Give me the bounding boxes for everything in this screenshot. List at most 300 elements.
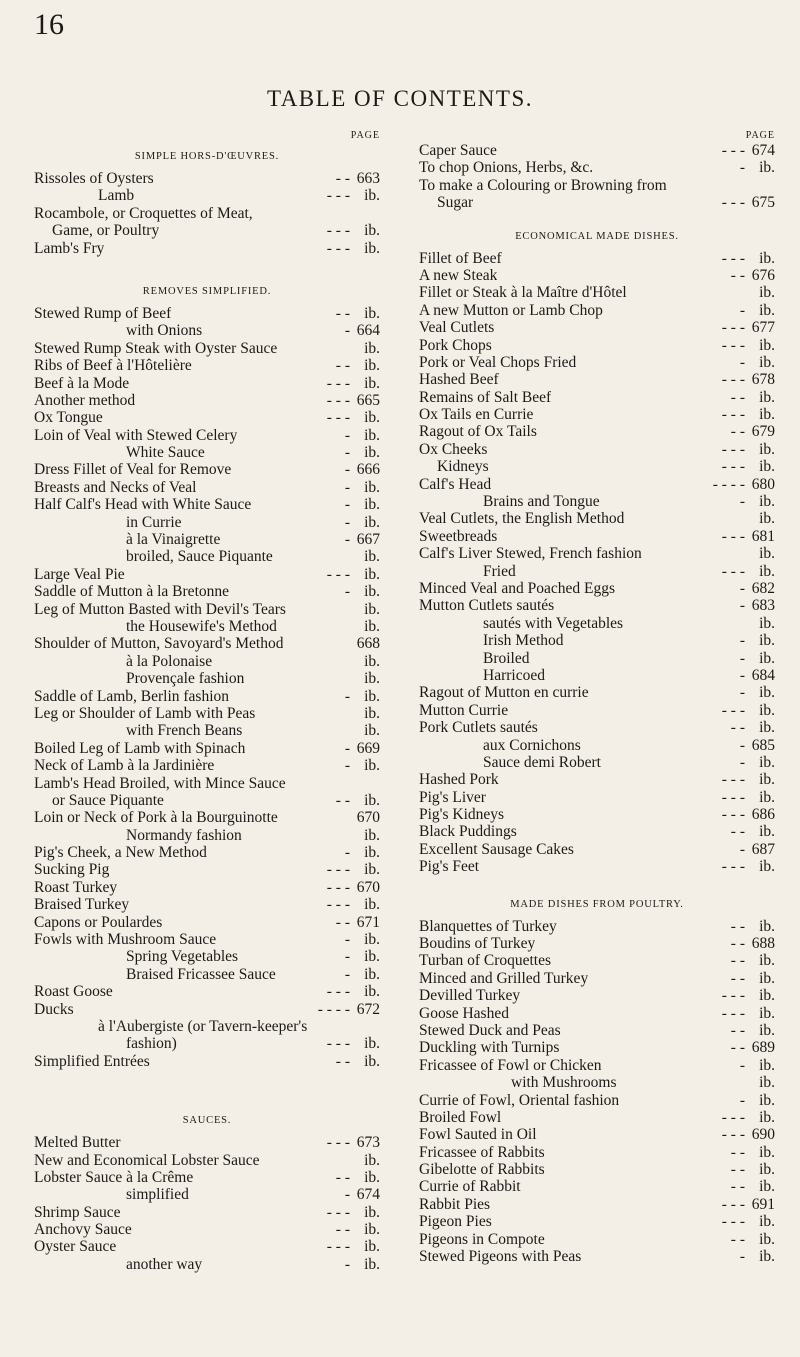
entry-title: Minced and Grilled Turkey [419, 969, 589, 987]
entry-title: the Housewife's Method [126, 617, 277, 635]
entry-page: ib. [364, 600, 380, 618]
entry-leader: - [739, 632, 745, 650]
entry-leader: - [344, 739, 350, 757]
toc-entry [34, 1238, 380, 1255]
entry-leader: - - - [721, 406, 745, 424]
entry-leader: - [739, 840, 745, 858]
entry-leader: - - [730, 935, 745, 953]
entry-leader: - [344, 687, 350, 705]
left-column [34, 130, 380, 1273]
toc-entry [419, 970, 775, 987]
entry-title: Ragout of Ox Tails [419, 423, 537, 441]
entry-title: broiled, Sauce Piquante [126, 548, 273, 566]
entry-leader: - - [730, 388, 745, 406]
entry-title: Excellent Sausage Cakes [419, 840, 574, 858]
toc-entry [419, 1213, 775, 1230]
entry-title: Gibelotte of Rabbits [419, 1161, 545, 1179]
toc-entry [34, 1204, 380, 1221]
entry-page: 677 [751, 319, 775, 337]
entry-page: ib. [759, 493, 775, 511]
entry-page: ib. [759, 1004, 775, 1022]
entry-page: ib. [759, 159, 775, 177]
toc-entry [419, 1074, 775, 1091]
toc-entry [34, 461, 380, 478]
entry-page: ib. [364, 222, 380, 240]
entry-page: ib. [759, 701, 775, 719]
entry-title: Hashed Beef [419, 371, 499, 389]
entry-title: Pork Chops [419, 336, 492, 354]
entry-title: Leg or Shoulder of Lamb with Peas [34, 704, 256, 722]
entry-leader: - - - - [712, 475, 745, 493]
toc-entry [419, 771, 775, 788]
entry-leader: - - - [326, 896, 350, 914]
entry-title: Roast Turkey [34, 878, 118, 896]
entry-title: Lamb's Fry [34, 239, 105, 257]
toc-entry [419, 406, 775, 423]
entry-page: ib. [759, 301, 775, 319]
toc-entry [34, 1018, 380, 1035]
section-heading: SIMPLE HORS-D'ŒUVRES. [134, 151, 280, 162]
entry-title: aux Cornichons [483, 736, 581, 754]
entry-page: 674 [751, 142, 775, 159]
toc-entry [419, 952, 775, 969]
entry-page: 684 [751, 666, 775, 684]
entry-leader: - - - [326, 1035, 350, 1053]
toc-entry [419, 389, 775, 406]
entry-page: ib. [364, 478, 380, 496]
toc-entry [419, 684, 775, 701]
entry-leader: - [344, 844, 350, 862]
entry-page: ib. [759, 336, 775, 354]
entry-title: Mutton Currie [419, 701, 509, 719]
entry-title: Devilled Turkey [419, 987, 521, 1005]
entry-page: 670 [356, 878, 380, 896]
entry-title: Harricoed [483, 666, 545, 684]
entry-title: Stewed Pigeons with Peas [419, 1248, 582, 1266]
entry-title: Fowls with Mushroom Sauce [34, 931, 217, 949]
toc-entry [419, 194, 775, 211]
entry-title: Anchovy Sauce [34, 1221, 132, 1239]
entry-title: Fillet or Steak à la Maître d'Hôtel [419, 284, 627, 302]
entry-title: A new Mutton or Lamb Chop [419, 301, 603, 319]
entry-title: Pigeons in Compote [419, 1230, 545, 1248]
toc-entry [419, 580, 775, 597]
entry-title: Pigeon Pies [419, 1213, 492, 1231]
entry-leader: - [344, 757, 350, 775]
entry-page: ib. [759, 388, 775, 406]
entry-title: Stewed Duck and Peas [419, 1021, 561, 1039]
entry-title: Breasts and Necks of Veal [34, 478, 197, 496]
entry-title: Sucking Pig [34, 861, 110, 879]
toc-entry [419, 1144, 775, 1161]
toc-entry [34, 879, 380, 896]
entry-leader: - - - [326, 878, 350, 896]
toc-entry [34, 305, 380, 322]
entry-page: ib. [759, 1091, 775, 1109]
entry-title: in Currie [126, 513, 182, 531]
entry-title: Rabbit Pies [419, 1195, 491, 1213]
entry-leader: - [739, 159, 745, 177]
entry-title: Irish Method [483, 632, 564, 650]
entry-title: Melted Butter [34, 1134, 121, 1152]
entry-page: ib. [364, 444, 380, 462]
entry-leader: - - - [326, 1134, 350, 1152]
toc-entry [34, 444, 380, 461]
entry-leader: - - [730, 1161, 745, 1179]
entry-leader: - - - [326, 409, 350, 427]
entry-leader: - - - [721, 319, 745, 337]
toc-entry [34, 566, 380, 583]
entry-page: ib. [759, 684, 775, 702]
entry-leader: - - - - [317, 1000, 350, 1018]
entry-title: Leg of Mutton Basted with Devil's Tears [34, 600, 286, 618]
entry-page: 668 [356, 635, 380, 653]
entry-page: ib. [759, 987, 775, 1005]
entry-title: Capons or Poulardes [34, 913, 163, 931]
entry-title: Hashed Pork [419, 771, 499, 789]
entry-page: ib. [364, 965, 380, 983]
entry-title: Pig's Liver [419, 788, 486, 806]
toc-entry [34, 914, 380, 931]
entry-page: 687 [751, 840, 775, 858]
entry-leader: - [344, 461, 350, 479]
entry-title: Fowl Sauted in Oil [419, 1126, 537, 1144]
entry-leader: - [739, 579, 745, 597]
entry-leader: - - - [326, 565, 350, 583]
entry-leader: - [344, 426, 350, 444]
toc-entry [34, 1035, 380, 1052]
entry-leader: - - [730, 823, 745, 841]
toc-entry [419, 632, 775, 649]
entry-leader: - [739, 666, 745, 684]
toc-entry [34, 827, 380, 844]
entry-title: Fricassee of Fowl or Chicken [419, 1056, 602, 1074]
toc-entry [419, 284, 775, 301]
toc-entry [34, 722, 380, 739]
entry-leader: - - - [326, 239, 350, 257]
toc-entry [34, 948, 380, 965]
entry-page: ib. [759, 562, 775, 580]
entry-title: Ribs of Beef à l'Hôtelière [34, 357, 192, 375]
toc-entry [419, 702, 775, 719]
toc-entry [34, 1169, 380, 1186]
toc-entry [419, 597, 775, 614]
toc-section [419, 142, 775, 212]
entry-title: Large Veal Pie [34, 565, 125, 583]
toc-entry [34, 896, 380, 913]
entry-leader: - - - [721, 142, 745, 159]
entry-leader: - - - [326, 1203, 350, 1221]
entry-title: Pig's Feet [419, 858, 480, 876]
toc-entry [34, 548, 380, 565]
toc-entry [419, 987, 775, 1004]
entry-title: To make a Colouring or Browning from [419, 176, 667, 194]
toc-entry [419, 1092, 775, 1109]
entry-page: 676 [751, 266, 775, 284]
entry-page: ib. [364, 513, 380, 531]
entry-page: ib. [364, 374, 380, 392]
entry-title: Ox Cheeks [419, 440, 488, 458]
entry-page: ib. [364, 983, 380, 1001]
toc-entry [34, 531, 380, 548]
toc-section [419, 898, 775, 1266]
entry-leader: - - [335, 791, 350, 809]
toc-section [419, 230, 775, 876]
entry-leader: - [739, 649, 745, 667]
page-column-label: PAGE [745, 130, 775, 141]
entry-title: Ducks [34, 1000, 74, 1018]
entry-leader: - - - [721, 987, 745, 1005]
toc-entry [419, 177, 775, 194]
toc-entry [419, 528, 775, 545]
entry-leader: - - - [721, 371, 745, 389]
entry-page: 682 [751, 579, 775, 597]
toc-entry [419, 1022, 775, 1039]
entry-page: ib. [759, 632, 775, 650]
entry-page: ib. [364, 304, 380, 322]
entry-page: 688 [751, 935, 775, 953]
entry-title: Calf's Liver Stewed, French fashion [419, 545, 642, 563]
toc-entry [34, 1134, 380, 1151]
entry-leader: - - - [721, 806, 745, 824]
toc-entry [34, 983, 380, 1000]
toc-entry [34, 240, 380, 257]
entry-title: Currie of Rabbit [419, 1178, 521, 1196]
entry-leader: - [344, 322, 350, 340]
entry-page: ib. [759, 353, 775, 371]
entry-page: ib. [364, 583, 380, 601]
toc-entry [34, 479, 380, 496]
entry-page: ib. [759, 614, 775, 632]
entry-page: ib. [364, 239, 380, 257]
entry-title: Simplified Entrées [34, 1052, 150, 1070]
entry-title: with Mushrooms [511, 1074, 617, 1092]
entry-title: Broiled Fowl [419, 1108, 502, 1126]
entry-page: 690 [751, 1126, 775, 1144]
entry-leader: - - - [721, 858, 745, 876]
entry-leader: - [344, 513, 350, 531]
toc-entry [419, 423, 775, 440]
entry-title: Fricassee of Rabbits [419, 1143, 545, 1161]
toc-entry [419, 319, 775, 336]
entry-title: Sugar [437, 194, 474, 212]
entry-page: ib. [364, 617, 380, 635]
entry-leader: - - - [326, 861, 350, 879]
entry-page: 675 [751, 194, 775, 212]
entry-title: Currie of Fowl, Oriental fashion [419, 1091, 620, 1109]
entry-page: ib. [759, 458, 775, 476]
entry-title: Loin of Veal with Stewed Celery [34, 426, 238, 444]
entry-page: 665 [356, 391, 380, 409]
entry-title: Pork or Veal Chops Fried [419, 353, 577, 371]
entry-leader: - - - [721, 1004, 745, 1022]
toc-entry [419, 267, 775, 284]
entry-title: another way [126, 1255, 203, 1273]
entry-title: Blanquettes of Turkey [419, 917, 557, 935]
entry-title: Stewed Rump Steak with Oyster Sauce [34, 339, 278, 357]
entry-page: ib. [364, 1221, 380, 1239]
toc-entry [34, 861, 380, 878]
toc-entry [419, 650, 775, 667]
toc-entry [419, 1178, 775, 1195]
entry-title: Shoulder of Mutton, Savoyard's Method [34, 635, 284, 653]
entry-leader: - - [730, 1143, 745, 1161]
entry-leader: - - [335, 1221, 350, 1239]
entry-page: ib. [759, 1178, 775, 1196]
toc-entry [419, 1161, 775, 1178]
entry-leader: - - [730, 1039, 745, 1057]
entry-title: Ox Tails en Currie [419, 406, 534, 424]
entry-page: ib. [364, 1035, 380, 1053]
entry-leader: - [739, 736, 745, 754]
entry-page: ib. [759, 1230, 775, 1248]
toc-entry [419, 441, 775, 458]
entry-leader: - - [730, 1021, 745, 1039]
entry-title: Broiled [483, 649, 530, 667]
toc-entry [419, 823, 775, 840]
entry-title: Stewed Rump of Beef [34, 304, 172, 322]
toc-entry [34, 583, 380, 600]
toc-entry [419, 337, 775, 354]
entry-page: ib. [759, 249, 775, 267]
entry-title: Pork Cutlets sautés [419, 719, 538, 737]
right-column [419, 130, 775, 1265]
entry-leader: - - - [721, 336, 745, 354]
toc-entry [419, 806, 775, 823]
entry-title: A new Steak [419, 266, 498, 284]
toc-entry [419, 935, 775, 952]
toc-entry [34, 705, 380, 722]
entry-leader: - [344, 496, 350, 514]
toc-entry [34, 1221, 380, 1238]
entry-leader: - - - [721, 788, 745, 806]
entry-page: ib. [364, 1052, 380, 1070]
entry-leader: - [344, 948, 350, 966]
toc-entry [419, 250, 775, 267]
entry-leader: - - - [721, 1108, 745, 1126]
toc-entry [34, 601, 380, 618]
toc-entry [419, 667, 775, 684]
entry-leader: - - - [721, 1213, 745, 1231]
entry-title: Dress Fillet of Veal for Remove [34, 461, 232, 479]
toc-entry [419, 510, 775, 527]
entry-page: ib. [364, 426, 380, 444]
entry-page: ib. [364, 1168, 380, 1186]
entry-leader: - - - [326, 1238, 350, 1256]
entry-title: Veal Cutlets [419, 319, 495, 337]
entry-page: ib. [364, 931, 380, 949]
entry-title: Provençale fashion [126, 670, 245, 688]
entry-page: ib. [364, 861, 380, 879]
toc-entry [419, 1196, 775, 1213]
entry-leader: - - - [721, 771, 745, 789]
entry-title: Pig's Cheek, a New Method [34, 844, 207, 862]
entry-title: Lobster Sauce à la Crême [34, 1168, 194, 1186]
entry-page: ib. [759, 406, 775, 424]
entry-leader: - - - [326, 374, 350, 392]
entry-page: 666 [356, 461, 380, 479]
toc-entry [419, 354, 775, 371]
entry-page: ib. [364, 757, 380, 775]
entry-leader: - - - [721, 249, 745, 267]
toc-entry [34, 322, 380, 339]
toc-entry [34, 392, 380, 409]
entry-title: White Sauce [126, 444, 205, 462]
entry-title: Kidneys [437, 458, 489, 476]
entry-page: ib. [759, 917, 775, 935]
entry-leader: - [739, 684, 745, 702]
entry-page: ib. [759, 823, 775, 841]
toc-entry [419, 789, 775, 806]
toc-entry [34, 688, 380, 705]
entry-title: Rissoles of Oysters [34, 170, 154, 187]
toc-entry [419, 719, 775, 736]
toc-entry [419, 615, 775, 632]
entry-page: 683 [751, 597, 775, 615]
toc-entry [34, 427, 380, 444]
toc-entry [419, 841, 775, 858]
entry-title: fashion) [126, 1035, 177, 1053]
entry-title: Normandy fashion [126, 826, 242, 844]
section-heading: SAUCES. [182, 1115, 232, 1127]
entry-page: ib. [759, 771, 775, 789]
toc-entry [34, 170, 380, 187]
entry-title: Rocambole, or Croquettes of Meat, [34, 204, 253, 222]
entry-page: ib. [759, 969, 775, 987]
toc-entry [419, 918, 775, 935]
entry-leader: - [739, 1091, 745, 1109]
toc-entry [419, 1039, 775, 1056]
toc-entry [34, 775, 380, 792]
entry-page: ib. [759, 545, 775, 563]
toc-section [34, 285, 380, 1070]
toc-entry [34, 222, 380, 239]
entry-leader: - [344, 444, 350, 462]
entry-leader: - - - [326, 187, 350, 205]
entry-page: ib. [364, 704, 380, 722]
entry-leader: - [739, 493, 745, 511]
entry-leader: - - - [721, 1195, 745, 1213]
toc-entry [34, 670, 380, 687]
entry-title: Oyster Sauce [34, 1238, 117, 1256]
entry-title: Boiled Leg of Lamb with Spinach [34, 739, 246, 757]
entry-leader: - - - [326, 222, 350, 240]
entry-leader: - - - [326, 983, 350, 1001]
entry-page: 673 [356, 1134, 380, 1152]
entry-leader: - - - [721, 440, 745, 458]
entry-title: Half Calf's Head with White Sauce [34, 496, 252, 514]
toc-entry [34, 409, 380, 426]
entry-page: ib. [364, 565, 380, 583]
entry-leader: - - [730, 266, 745, 284]
entry-title: Neck of Lamb à la Jardinière [34, 757, 215, 775]
entry-title: Game, or Poultry [52, 222, 160, 240]
entry-leader: - - [335, 1052, 350, 1070]
entry-leader: - [344, 1186, 350, 1204]
entry-title: New and Economical Lobster Sauce [34, 1151, 260, 1169]
toc-entry [34, 809, 380, 826]
entry-title: Braised Fricassee Sauce [126, 965, 276, 983]
entry-leader: - - [730, 952, 745, 970]
toc-section [34, 1114, 380, 1273]
toc-entry [419, 493, 775, 510]
entry-leader: - - [730, 423, 745, 441]
entry-leader: - - [335, 170, 350, 187]
entry-title: with French Beans [126, 722, 243, 740]
entry-title: Lamb [98, 187, 135, 205]
entry-page: ib. [759, 440, 775, 458]
entry-leader: - - [730, 1230, 745, 1248]
